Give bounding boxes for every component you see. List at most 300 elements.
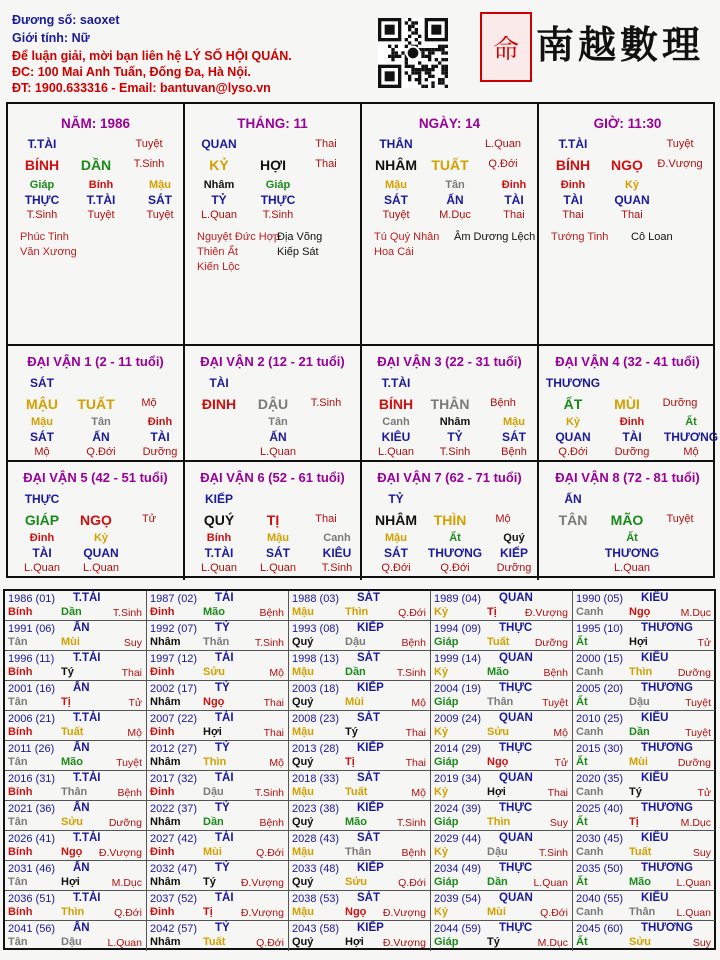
hidden-god: KIÊU	[322, 546, 352, 560]
year-label: 2008 (23)	[292, 713, 340, 725]
year-cell	[5, 801, 147, 831]
hidden-stem: Quý	[503, 532, 525, 544]
year-state: Tuyệt	[685, 727, 711, 739]
dai-van-chi: MÃO	[610, 512, 644, 528]
dai-van-chi: TUẤT	[77, 396, 115, 412]
owner-name: Đương số: saoxet	[12, 13, 120, 27]
dai-van-chi: NGỌ	[80, 512, 112, 528]
dai-van-title: ĐẠI VẬN 8 (72 - 81 tuổi)	[555, 470, 700, 485]
year-can: Quý	[292, 816, 314, 828]
pillar-can: NHÂM	[375, 157, 417, 173]
year-cell	[147, 801, 289, 831]
year-cell	[289, 891, 431, 921]
hidden-state: Dưỡng	[142, 446, 178, 458]
year-label: 1991 (06)	[8, 623, 56, 635]
special-star: Nguyệt Đức Hợp	[197, 231, 281, 243]
year-chi: Tuất	[345, 786, 368, 798]
year-label: 2012 (27)	[150, 743, 198, 755]
dai-van-god: SÁT	[30, 376, 54, 390]
year-cell	[573, 861, 715, 891]
year-chi: Mùi	[61, 636, 80, 648]
year-chi: Sửu	[345, 876, 368, 888]
dai-van-can: TÂN	[558, 512, 588, 528]
year-cell	[147, 711, 289, 741]
dai-van-can: ẤT	[563, 396, 583, 412]
year-chi: Dậu	[345, 636, 366, 648]
year-label: 2026 (41)	[8, 833, 56, 845]
hidden-stem: Nhâm	[203, 179, 235, 191]
hidden-state: Mộ	[683, 446, 699, 458]
year-can: Ất	[576, 936, 588, 948]
year-chi: Mùi	[487, 906, 506, 918]
year-state: Thai	[405, 757, 426, 769]
year-chi: Hợi	[61, 876, 80, 888]
dai-van-7	[362, 462, 539, 580]
year-can: Kỷ	[434, 786, 449, 798]
year-cell	[573, 801, 715, 831]
year-god: ẤN	[73, 802, 90, 814]
year-state: Dưỡng	[108, 817, 142, 829]
pillar-1	[8, 104, 185, 344]
year-god: THƯƠNG	[641, 922, 693, 934]
year-state: Tuyệt	[542, 697, 568, 709]
hidden-stem: Tân	[268, 416, 288, 428]
year-god: SÁT	[357, 892, 380, 904]
year-cell	[147, 591, 289, 621]
hidden-god: TỶ	[447, 430, 463, 444]
year-label: 2019 (34)	[434, 773, 482, 785]
year-can: Nhâm	[150, 696, 181, 708]
year-can: Đinh	[150, 846, 175, 858]
year-label: 2003 (18)	[292, 683, 340, 695]
year-chi: Sửu	[203, 666, 226, 678]
year-chi: Tuất	[629, 846, 652, 858]
year-label: 1987 (02)	[150, 593, 198, 605]
hidden-stem: Mậu	[385, 532, 407, 544]
address: ĐC: 100 Mai Anh Tuấn, Đống Đa, Hà Nội.	[12, 65, 251, 79]
special-star: Thiên Ất	[197, 246, 238, 258]
year-god: SÁT	[357, 772, 380, 784]
year-chi: Ngọ	[345, 906, 367, 918]
hidden-god: THƯƠNG	[604, 546, 660, 560]
year-can: Bính	[8, 606, 33, 618]
gender: Giới tính: Nữ	[12, 31, 90, 45]
year-state: Đ.Vượng	[382, 907, 426, 919]
year-label: 2001 (16)	[8, 683, 56, 695]
year-can: Canh	[576, 846, 604, 858]
year-state: Tử	[697, 637, 711, 649]
year-label: 2034 (49)	[434, 863, 482, 875]
year-label: 2036 (51)	[8, 893, 56, 905]
year-god: KIÊU	[641, 652, 669, 664]
special-star: Tú Quý Nhân	[374, 231, 440, 243]
year-god: T.TÀI	[73, 652, 101, 664]
year-chi: Hợi	[345, 936, 364, 948]
year-god: THƯƠNG	[641, 682, 693, 694]
year-can: Bính	[8, 846, 33, 858]
year-god: THỰC	[499, 742, 533, 754]
hidden-state: Thai	[562, 209, 584, 221]
year-state: Đ.Vượng	[98, 847, 142, 859]
hidden-stem: Bính	[88, 179, 114, 191]
hidden-stem: Canh	[382, 416, 410, 428]
hidden-god: TÀI	[504, 193, 524, 207]
year-cell	[289, 801, 431, 831]
year-cell	[147, 831, 289, 861]
hidden-stem: Mậu	[31, 416, 53, 428]
year-god: TÀI	[215, 892, 234, 904]
hidden-stem: Mậu	[149, 179, 171, 191]
year-state: Tử	[697, 787, 711, 799]
year-chi: Hợi	[487, 786, 506, 798]
year-state: Bệnh	[259, 607, 284, 619]
year-state: Mộ	[553, 727, 568, 739]
year-chi: Mão	[487, 666, 509, 678]
year-god: ẤN	[73, 922, 90, 934]
dai-van-chi: THÌN	[433, 512, 467, 528]
year-chi: Tuất	[61, 726, 84, 738]
year-god: SÁT	[357, 652, 380, 664]
year-can: Quý	[292, 696, 314, 708]
year-chi: Mão	[629, 876, 651, 888]
dai-van-can: NHÂM	[375, 512, 417, 528]
year-label: 2038 (53)	[292, 893, 340, 905]
year-state: Đ.Vượng	[240, 907, 284, 919]
year-label: 1989 (04)	[434, 593, 482, 605]
year-cell	[431, 921, 573, 951]
year-label: 2015 (30)	[576, 743, 624, 755]
annual-table	[3, 589, 716, 950]
year-god: TỶ	[215, 742, 230, 754]
year-state: Dưỡng	[677, 667, 711, 679]
year-cell	[289, 681, 431, 711]
year-god: TÀI	[215, 652, 234, 664]
year-chi: Thân	[203, 636, 230, 648]
year-label: 1994 (09)	[434, 623, 482, 635]
year-chi: Tuất	[487, 636, 510, 648]
hidden-state: T.Sinh	[321, 562, 353, 574]
pillar-title: NGÀY: 14	[418, 116, 481, 131]
year-can: Kỷ	[434, 906, 449, 918]
year-can: Quý	[292, 636, 314, 648]
year-cell	[431, 681, 573, 711]
year-god: THƯƠNG	[641, 862, 693, 874]
hidden-god: T.TÀI	[204, 546, 234, 560]
year-chi: Tý	[203, 876, 216, 888]
hidden-state: L.Quan	[82, 562, 120, 574]
dai-van-state: Mộ	[141, 397, 157, 409]
year-cell	[5, 621, 147, 651]
year-can: Ất	[576, 816, 588, 828]
year-state: M.Dục	[111, 877, 142, 889]
hidden-stem: Đinh	[29, 532, 55, 544]
year-state: T.Sinh	[112, 607, 142, 619]
year-god: THƯƠNG	[641, 742, 693, 754]
pillar-god: QUAN	[201, 137, 237, 151]
year-state: Mộ	[269, 757, 284, 769]
year-cell	[5, 831, 147, 861]
hidden-state: Tuyệt	[87, 209, 115, 221]
year-god: KIẾP	[357, 922, 384, 934]
year-state: Bệnh	[401, 847, 426, 859]
year-state: Suy	[549, 817, 568, 829]
year-label: 2006 (21)	[8, 713, 56, 725]
year-can: Canh	[576, 786, 604, 798]
year-state: M.Dục	[537, 937, 568, 949]
chart-grid	[6, 102, 719, 578]
hidden-state: L.Quan	[613, 562, 651, 574]
hidden-state: Tuyệt	[146, 209, 174, 221]
year-label: 2017 (32)	[150, 773, 198, 785]
hidden-god: TÀI	[563, 193, 583, 207]
special-star: Văn Xương	[20, 246, 77, 258]
dai-van-row-1	[8, 344, 719, 462]
year-state: Thai	[263, 697, 284, 709]
hidden-state: T.Sinh	[26, 209, 58, 221]
hidden-state: Thai	[503, 209, 525, 221]
year-state: Tử	[554, 757, 568, 769]
dai-van-row-2	[8, 460, 713, 578]
year-god: THƯƠNG	[641, 802, 693, 814]
dai-van-8	[539, 462, 716, 580]
year-can: Nhâm	[150, 756, 181, 768]
year-label: 2032 (47)	[150, 863, 198, 875]
year-god: QUAN	[499, 772, 533, 784]
year-label: 2002 (17)	[150, 683, 198, 695]
pillar-chi: HỢI	[260, 157, 286, 173]
year-state: Bệnh	[401, 637, 426, 649]
year-label: 2004 (19)	[434, 683, 482, 695]
hidden-god: ẤN	[446, 193, 464, 207]
year-label: 2022 (37)	[150, 803, 198, 815]
year-cell	[289, 831, 431, 861]
year-state: M.Dục	[680, 607, 711, 619]
hidden-state: Q.Đới	[381, 562, 411, 574]
year-can: Tân	[8, 816, 28, 828]
year-can: Mậu	[292, 666, 314, 678]
year-state: Thai	[121, 667, 142, 679]
year-can: Ất	[576, 636, 588, 648]
year-chi: Mão	[61, 756, 83, 768]
year-state: Q.Đới	[540, 907, 568, 919]
year-god: THỰC	[499, 682, 533, 694]
year-label: 2041 (56)	[8, 923, 56, 935]
year-cell	[573, 741, 715, 771]
year-state: T.Sinh	[396, 667, 426, 679]
year-label: 2025 (40)	[576, 803, 624, 815]
special-star: Phúc Tinh	[20, 231, 69, 243]
hidden-stem: Ất	[626, 532, 638, 544]
year-label: 1995 (10)	[576, 623, 624, 635]
year-state: L.Quan	[676, 877, 711, 889]
pillar-state: Tuyệt	[135, 138, 163, 150]
year-state: Thai	[263, 727, 284, 739]
year-god: THỰC	[499, 862, 533, 874]
year-label: 2045 (60)	[576, 923, 624, 935]
year-god: TỶ	[215, 922, 230, 934]
pillar-state: L.Quan	[484, 138, 522, 150]
pillar-2	[185, 104, 362, 344]
dai-van-state: Mộ	[495, 513, 511, 525]
year-cell	[289, 621, 431, 651]
hidden-stem: Ất	[449, 532, 461, 544]
hidden-state: L.Quan	[259, 446, 297, 458]
brand-logo: 南越數理	[536, 22, 705, 67]
hidden-state: Q.Đới	[86, 446, 116, 458]
qr-code-icon	[378, 18, 448, 88]
year-chi: Thân	[345, 846, 372, 858]
year-cell	[147, 651, 289, 681]
hidden-god: QUAN	[555, 430, 591, 444]
year-god: QUAN	[499, 892, 533, 904]
year-cell	[573, 831, 715, 861]
special-star: Kiến Lộc	[197, 261, 240, 273]
hidden-stem: Giáp	[29, 179, 55, 191]
year-god: QUAN	[499, 592, 533, 604]
phone-email: ĐT: 1900.633316 - Email: bantuvan@lyso.vn	[12, 81, 271, 95]
year-can: Giáp	[434, 636, 459, 648]
year-chi: Mão	[203, 606, 225, 618]
year-chi: Hợi	[629, 636, 648, 648]
hidden-stem: Ất	[685, 416, 697, 428]
hidden-state: Dưỡng	[496, 562, 532, 574]
year-label: 2013 (28)	[292, 743, 340, 755]
year-cell	[431, 771, 573, 801]
year-state: Thai	[547, 787, 568, 799]
hidden-stem: Mậu	[267, 532, 289, 544]
year-can: Đinh	[150, 606, 175, 618]
hidden-state: L.Quan	[377, 446, 415, 458]
year-label: 2020 (35)	[576, 773, 624, 785]
hidden-god: KIÊU	[381, 430, 411, 444]
year-cell	[573, 771, 715, 801]
year-god: KIÊU	[641, 592, 669, 604]
hidden-state: T.Sinh	[262, 209, 294, 221]
dai-van-title: ĐẠI VẬN 3 (22 - 31 tuổi)	[377, 354, 522, 369]
hidden-stem: Giáp	[265, 179, 291, 191]
year-label: 1992 (07)	[150, 623, 198, 635]
pillar-can: BÍNH	[24, 157, 60, 173]
year-chi: Thìn	[629, 666, 653, 678]
year-label: 2029 (44)	[434, 833, 482, 845]
dai-van-state: Tuyệt	[666, 513, 694, 525]
year-state: Bệnh	[543, 667, 568, 679]
year-chi: Ngọ	[61, 846, 83, 858]
year-cell	[431, 891, 573, 921]
hidden-god: SÁT	[384, 546, 408, 560]
year-chi: Dậu	[61, 936, 82, 948]
hidden-stem: Kỷ	[93, 532, 109, 544]
year-god: KIÊU	[641, 892, 669, 904]
year-chi: Tý	[61, 666, 74, 678]
year-label: 2027 (42)	[150, 833, 198, 845]
hidden-god: T.TÀI	[86, 193, 116, 207]
year-chi: Thìn	[487, 816, 511, 828]
year-chi: Hợi	[203, 726, 222, 738]
year-state: L.Quan	[107, 937, 142, 949]
year-state: Suy	[692, 847, 711, 859]
year-chi: Dần	[61, 606, 82, 618]
hidden-god: SÁT	[148, 193, 172, 207]
year-label: 1988 (03)	[292, 593, 340, 605]
year-god: KIẾP	[357, 682, 384, 694]
year-cell	[289, 591, 431, 621]
year-can: Bính	[8, 906, 33, 918]
hidden-stem: Tân	[445, 179, 465, 191]
hidden-stem: Đinh	[560, 179, 586, 191]
contact-note: Để luận giải, mời bạn liên hệ LÝ SỐ HỘI QUÁN.	[12, 49, 292, 63]
year-cell	[289, 651, 431, 681]
year-chi: Tị	[345, 756, 355, 768]
special-star: Hoa Cái	[374, 246, 414, 258]
year-cell	[5, 891, 147, 921]
year-chi: Mùi	[629, 756, 648, 768]
year-can: Giáp	[434, 816, 459, 828]
dai-van-chi: THÂN	[430, 396, 470, 412]
year-chi: Dần	[487, 876, 508, 888]
year-cell	[5, 711, 147, 741]
special-star: Cô Loan	[631, 231, 673, 243]
year-can: Giáp	[434, 696, 459, 708]
year-can: Giáp	[434, 756, 459, 768]
year-cell	[289, 741, 431, 771]
year-cell	[431, 861, 573, 891]
year-can: Mậu	[292, 726, 314, 738]
dai-van-title: ĐẠI VẬN 6 (52 - 61 tuổi)	[200, 470, 345, 485]
year-cell	[147, 771, 289, 801]
year-state: Suy	[123, 637, 142, 649]
hidden-state: L.Quan	[200, 209, 238, 221]
year-cell	[431, 591, 573, 621]
hidden-god: QUAN	[83, 546, 119, 560]
pillar-title: THÁNG: 11	[237, 116, 308, 131]
year-label: 2037 (52)	[150, 893, 198, 905]
dai-van-4	[539, 346, 719, 464]
year-cell	[5, 681, 147, 711]
hidden-god: SÁT	[266, 546, 290, 560]
year-cell	[431, 801, 573, 831]
year-state: Q.Đới	[398, 877, 426, 889]
pillar-chi-state: Đ.Vượng	[657, 158, 703, 170]
year-state: Tử	[128, 697, 142, 709]
year-cell	[573, 621, 715, 651]
year-can: Quý	[292, 876, 314, 888]
hidden-state: L.Quan	[23, 562, 61, 574]
year-state: Suy	[692, 937, 711, 949]
year-state: Q.Đới	[256, 937, 284, 949]
year-label: 1997 (12)	[150, 653, 198, 665]
dai-van-state: Bệnh	[490, 397, 516, 409]
year-label: 2031 (46)	[8, 863, 56, 875]
year-label: 2007 (22)	[150, 713, 198, 725]
year-cell	[289, 771, 431, 801]
pillar-chi-state: Q.Đới	[488, 158, 518, 170]
hidden-god: QUAN	[614, 193, 650, 207]
dai-van-can: BÍNH	[378, 396, 414, 412]
year-state: T.Sinh	[396, 817, 426, 829]
year-label: 1999 (14)	[434, 653, 482, 665]
year-can: Quý	[292, 756, 314, 768]
pillar-god: T.TÀI	[558, 137, 588, 151]
year-label: 2023 (38)	[292, 803, 340, 815]
pillar-chi-state: T.Sinh	[133, 158, 165, 170]
year-label: 2028 (43)	[292, 833, 340, 845]
year-chi: Tị	[487, 606, 497, 618]
year-chi: Thân	[61, 786, 88, 798]
hidden-god: TỶ	[211, 193, 227, 207]
year-cell	[431, 711, 573, 741]
special-star: Tướng Tinh	[551, 231, 609, 243]
